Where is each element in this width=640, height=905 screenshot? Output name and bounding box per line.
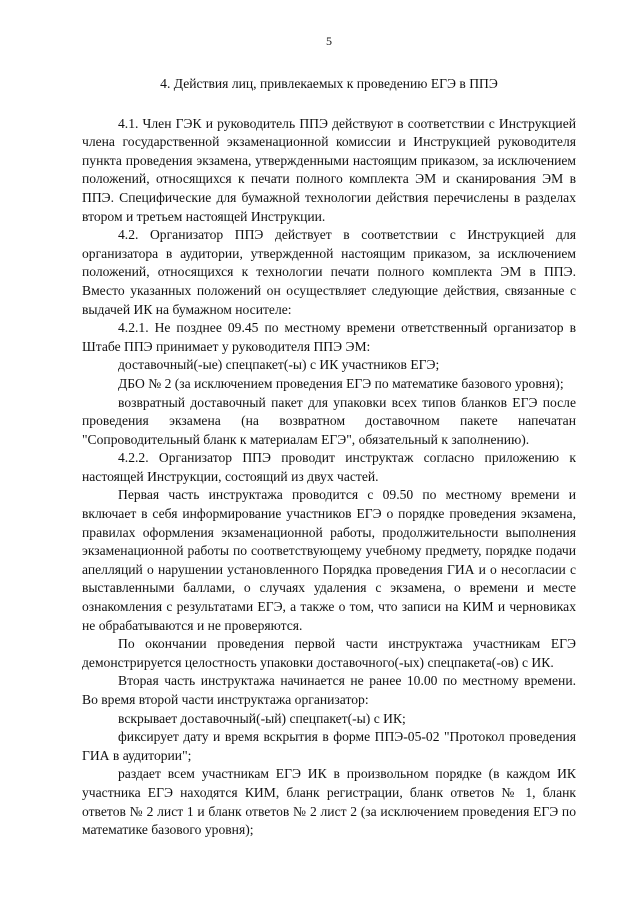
list-item-open-package: вскрывает доставочный(-ый) спецпакет(-ы) с ИК; [118, 710, 406, 726]
paragraph-first-part: Первая часть инструктажа проводится с 09.50 по местному времени и включает в себя информирование участников ЕГЭ о порядке проведения экзамена, правилах оформления экзаменационной работы, продолжительности выполнения экзаменационной работы по соответствующему учебному предмету, порядке подачи апелляций о нарушении установленного Порядка проведения ГИА и о несогласии с выставленными баллами, о случаях удаления с экзамена, о времени и месте ознакомления с результатами ЕГЭ, а также о том, что записи на КИМ и черновиках не обрабатываются и не проверяются. [82, 487, 576, 633]
list-item-fix-date: фиксирует дату и время вскрытия в форме ППЭ-05-02 "Протокол проведения ГИА в аудитории"; [82, 729, 576, 763]
document-page [82, 34, 576, 840]
paragraph-4-2-1: 4.2.1. Не позднее 09.45 по местному времени ответственный организатор в Штабе ППЭ принимает у руководителя ППЭ ЭМ: [82, 320, 576, 354]
list-item-distribute: раздает всем участникам ЕГЭ ИК в произвольном порядке (в каждом ИК участника ЕГЭ находятся КИМ, бланк регистрации, бланк ответов № 1, бланк ответов № 2 лист 1 и бланк ответов № 2 лист 2 (за исключением проведения ЕГЭ по математике базового уровня); [82, 766, 576, 838]
list-item-spецpaket: доставочный(-ые) спецпакет(-ы) с ИК участников ЕГЭ; [118, 357, 440, 373]
section-heading: 4. Действия лиц, привлекаемых к проведению ЕГЭ в ППЭ [160, 76, 498, 91]
page-number: 5 [326, 34, 332, 48]
paragraph-4-2: 4.2. Организатор ППЭ действует в соответствии с Инструкцией для организатора в аудитории, утвержденной настоящим приказом, за исключением положений, относящихся к технологии печати полного комплекта ЭМ в ППЭ. Вместо указанных положений он осуществляет следующие действия, связанные с выдачей ИК на бумажном носителе: [82, 227, 576, 317]
paragraph-4-1: 4.1. Член ГЭК и руководитель ППЭ действуют в соответствии с Инструкцией члена государственной экзаменационной комиссии и Инструкцией руководителя пункта проведения экзамена, утвержденными настоящим приказом, за исключением положений, относящихся к печати полного комплекта ЭМ и сканирования ЭМ в ППЭ. Специфические для бумажной технологии действия перечислены в разделах втором и третьем настоящей Инструкции. [82, 115, 576, 224]
list-item-dbo: ДБО № 2 (за исключением проведения ЕГЭ по математике базового уровня); [118, 375, 564, 391]
paragraph-4-2-2: 4.2.2. Организатор ППЭ проводит инструктаж согласно приложению к настоящей Инструкции, состоящий из двух частей. [82, 450, 576, 484]
list-item-return-package: возвратный доставочный пакет для упаковки всех типов бланков ЕГЭ после проведения экзамена (на возвратном доставочном пакете напечатан "Сопроводительный бланк к материалам ЕГЭ", обязательный к заполнению). [82, 394, 576, 447]
paragraph-after-first-part: По окончании проведения первой части инструктажа участникам ЕГЭ демонстрируется целостность упаковки доставочного(-ых) спецпакета(-ов) с ИК. [82, 636, 576, 670]
paragraph-second-part: Вторая часть инструктажа начинается не ранее 10.00 по местному времени. Во время второй части инструктажа организатор: [82, 673, 576, 707]
